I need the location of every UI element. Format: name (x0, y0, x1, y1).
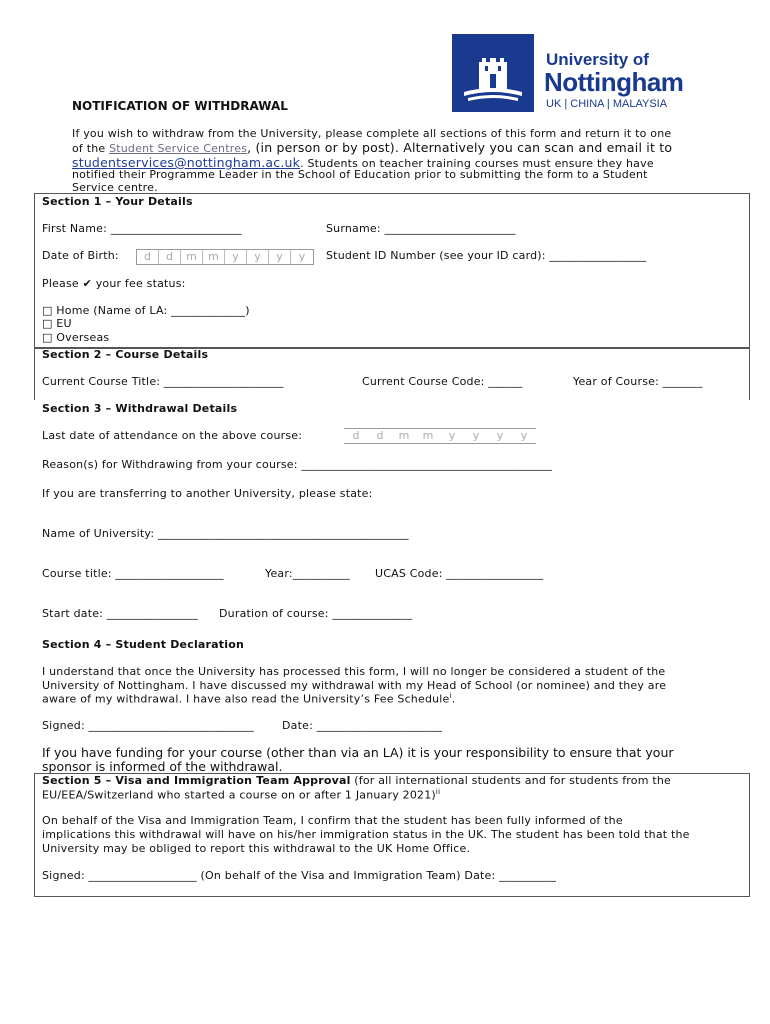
year-of-course-field[interactable]: Year of Course: _______ (573, 375, 703, 388)
declaration-line-1: I understand that once the University has processed this form, I will no longer be considered a student of the (42, 665, 666, 678)
section-4-heading: Section 4 – Student Declaration (42, 638, 244, 651)
date-cell: y (520, 429, 528, 442)
date-cell: d (376, 429, 384, 442)
date-cell: y (225, 250, 247, 264)
date-cell: d (159, 250, 181, 264)
section-5-line-2: EU/EEA/Switzerland who started a course on or after 1 January 2021)$^{ii}$ (42, 788, 441, 802)
date-cell: d (352, 429, 360, 442)
section-2-heading: Section 2 – Course Details (42, 348, 209, 361)
course-code-field[interactable]: Current Course Code: ______ (362, 375, 523, 388)
section-5-heading-line: Section 5 – Visa and Immigration Team Approval (for all international students and for students from the (42, 774, 671, 787)
date-cell: d (137, 250, 159, 264)
visa-signed-field[interactable]: Signed: ___________________ (On behalf of the Visa and Immigration Team) Date: __________ (42, 869, 557, 882)
transfer-course-title-field[interactable]: Course title: ___________________ (42, 567, 224, 580)
duration-field[interactable]: Duration of course: ______________ (219, 607, 413, 620)
declaration-line-3: aware of my withdrawal. I have also read the University’s Fee Schedule$^i$. (42, 692, 456, 706)
intro-line-3: studentservices@nottingham.ac.uk. Students on teacher training courses must ensure they have (72, 155, 654, 170)
student-service-centres-link[interactable]: Student Service Centres (109, 142, 248, 155)
ucas-code-field[interactable]: UCAS Code: _________________ (375, 567, 544, 580)
start-date-field[interactable]: Start date: ________________ (42, 607, 198, 620)
date-cell: m (398, 429, 410, 442)
transfer-year-field[interactable]: Year:__________ (265, 567, 350, 580)
email-link[interactable]: studentservices@nottingham.ac.uk (72, 155, 301, 170)
course-title-field[interactable]: Current Course Title: _____________________ (42, 375, 284, 388)
visa-line-3: University may be obliged to report this withdrawal to the UK Home Office. (42, 842, 471, 855)
logo-campuses: UK | CHINA | MALAYSIA (546, 98, 668, 110)
university-crest-logo (452, 34, 534, 112)
date-cell: y (247, 250, 269, 264)
date-cell: y (472, 429, 480, 442)
funding-line-1: If you have funding for your course (other than via an LA) it is your responsibility to ensure that your (42, 745, 674, 760)
fee-option-home[interactable]: □ Home (Name of LA: _____________) (42, 304, 250, 317)
last-date-label: Last date of attendance on the above course: (42, 429, 303, 442)
page-title: NOTIFICATION OF WITHDRAWAL (72, 99, 288, 113)
date-cell: y (448, 429, 456, 442)
intro-line-2: of the Student Service Centres, (in person or by post). Alternatively you can scan and email it to (72, 140, 673, 155)
intro-line-1: If you wish to withdraw from the University, please complete all sections of this form and return it to one (72, 127, 672, 140)
dob-date-input[interactable] (136, 249, 314, 265)
logo-university-of: University of (546, 50, 649, 69)
first-name-field[interactable]: First Name: _______________________ (42, 222, 242, 235)
student-signed-field[interactable]: Signed: _____________________________ (42, 719, 254, 732)
intro-line-4: notified their Programme Leader in the School of Education prior to submitting the form to a Student (72, 168, 648, 181)
fee-option-eu[interactable]: □ EU (42, 317, 72, 330)
last-date-input[interactable] (344, 428, 536, 444)
university-name-field[interactable]: Name of University: ____________________________________________ (42, 527, 409, 540)
section-1-heading: Section 1 – Your Details (42, 195, 193, 208)
reasons-field[interactable]: Reason(s) for Withdrawing from your course: ____________________________________________ (42, 458, 553, 471)
section-1-box (34, 193, 750, 349)
dob-label: Date of Birth: (42, 249, 119, 262)
date-cell: y (269, 250, 291, 264)
logo-nottingham: Nottingham (544, 67, 684, 97)
date-cell: m (181, 250, 203, 264)
intro-line-5: Service centre. (72, 181, 158, 194)
section-5-heading: Section 5 – Visa and Immigration Team Approval (42, 774, 351, 787)
surname-field[interactable]: Surname: _______________________ (326, 222, 516, 235)
visa-line-1: On behalf of the Visa and Immigration Team, I confirm that the student has been fully informed of the (42, 814, 623, 827)
funding-line-2: sponsor is informed of the withdrawal. (42, 759, 283, 774)
date-cell: m (422, 429, 434, 442)
fee-option-overseas[interactable]: □ Overseas (42, 331, 110, 344)
student-date-field[interactable]: Date: ______________________ (282, 719, 443, 732)
declaration-line-2: University of Nottingham. I have discussed my withdrawal with my Head of School (or nominee) and they are (42, 679, 667, 692)
student-id-field[interactable]: Student ID Number (see your ID card): _________________ (326, 249, 647, 262)
date-cell: y (298, 250, 306, 263)
visa-line-2: implications this withdrawal will have on his/her immigration status in the UK. The student has been told that the (42, 828, 690, 841)
date-cell: y (496, 429, 504, 442)
section-3-heading: Section 3 – Withdrawal Details (42, 402, 238, 415)
castle-icon (452, 34, 534, 112)
transfer-label: If you are transferring to another University, please state: (42, 487, 373, 500)
date-cell: m (203, 250, 225, 264)
fee-status-label: Please ✔ your fee status: (42, 277, 186, 290)
